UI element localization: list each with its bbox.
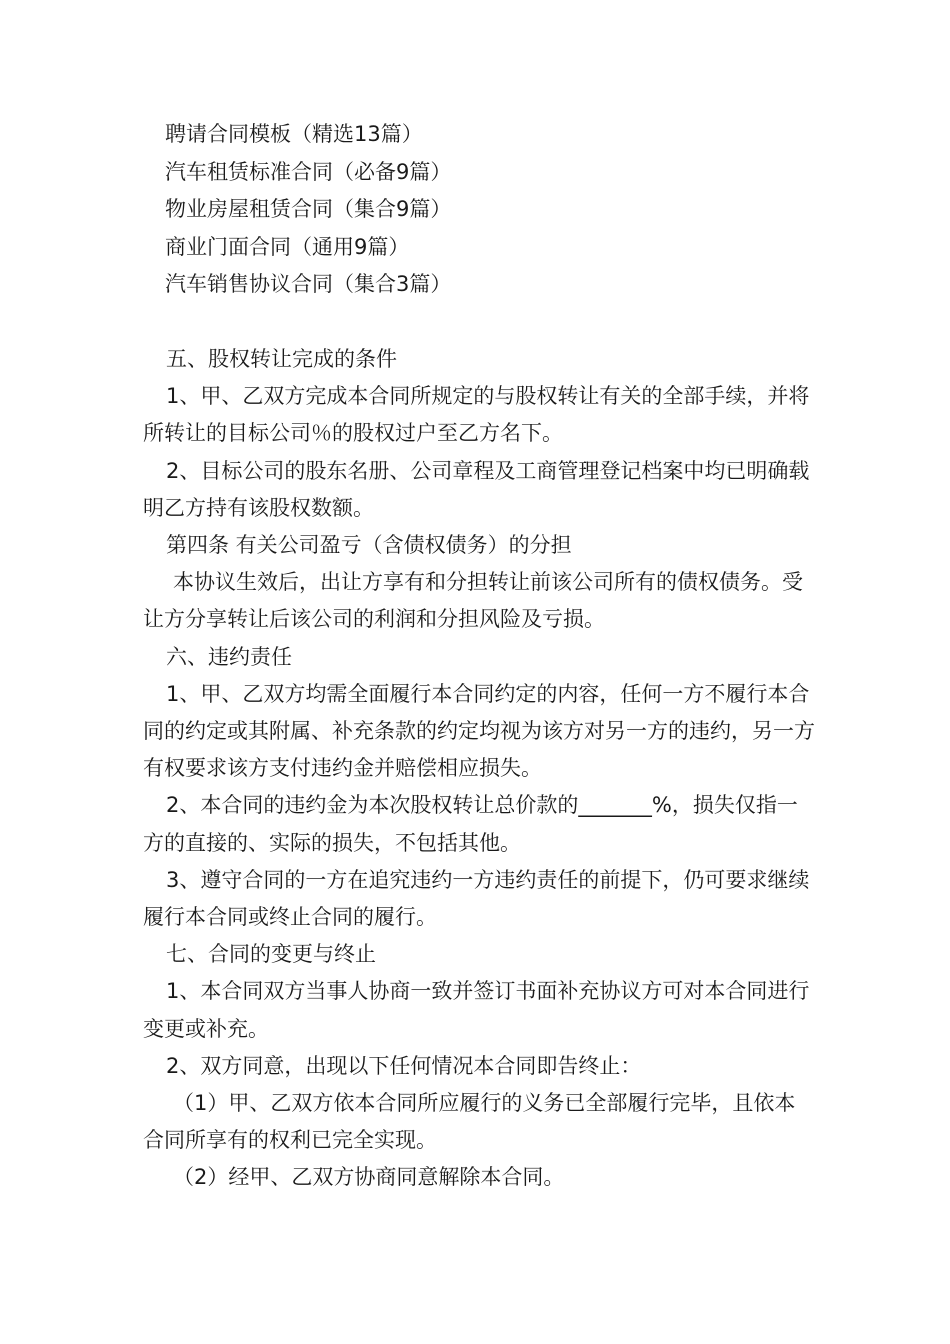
section-heading: 五、股权转让完成的条件 <box>166 347 397 371</box>
related-links-list <box>165 116 865 304</box>
section-heading: 第四条 有关公司盈亏（含债权债务）的分担 <box>166 533 572 558</box>
paragraph: 3、遵守合同的一方在追究违约一方违约责任的前提下，仍可要求继续履行本合同或终止合同的履行。 <box>143 867 810 930</box>
related-link-property-lease-contract[interactable]: 物业房屋租赁合同（集合9篇） <box>165 197 452 221</box>
paragraph: 本协议生效后，出让方享有和分担转让前该公司所有的债权债务。受让方分享转让后该公司的利润和分担风险及亏损。 <box>143 570 803 632</box>
paragraph: 1、本合同双方当事人协商一致并签订书面补充协议方可对本合同进行变更或补充。 <box>143 979 810 1041</box>
paragraph: （1）甲、乙双方依本合同所应履行的义务已全部履行完毕，且依本合同所享有的权利已完全实现。 <box>143 1091 796 1153</box>
document-body <box>143 341 815 1197</box>
paragraph: 1、甲、乙双方均需全面履行本合同约定的内容，任何一方不履行本合同的约定或其附属、补充条款的约定均视为该方对另一方的违约，另一方有权要求该方支付违约金并赔偿相应损失。 <box>143 681 815 781</box>
paragraph: （2）经甲、乙双方协商同意解除本合同。 <box>173 1165 565 1190</box>
section-heading: 六、违约责任 <box>166 644 292 669</box>
paragraph: 1、甲、乙双方完成本合同所规定的与股权转让有关的全部手续，并将所转让的目标公司％的股权过户至乙方名下。 <box>143 384 810 446</box>
related-link-hiring-contract[interactable]: 聘请合同模板（精选13篇） <box>165 122 423 146</box>
paragraph: 2、目标公司的股东名册、公司章程及工商管理登记档案中均已明确载明乙方持有该股权数额。 <box>143 458 810 520</box>
related-link-car-sales-agreement[interactable]: 汽车销售协议合同（集合3篇） <box>165 272 452 296</box>
paragraph: 2、本合同的违约金为本次股权转让总价款的_______%，损失仅指一方的直接的、实际的损失，不包括其他。 <box>143 793 798 855</box>
related-link-car-rental-contract[interactable]: 汽车租赁标准合同（必备9篇） <box>165 159 452 184</box>
paragraph: 2、双方同意，出现以下任何情况本合同即告终止： <box>166 1053 642 1078</box>
related-link-storefront-contract[interactable]: 商业门面合同（通用9篇） <box>165 234 410 259</box>
section-heading: 七、合同的变更与终止 <box>166 942 376 967</box>
